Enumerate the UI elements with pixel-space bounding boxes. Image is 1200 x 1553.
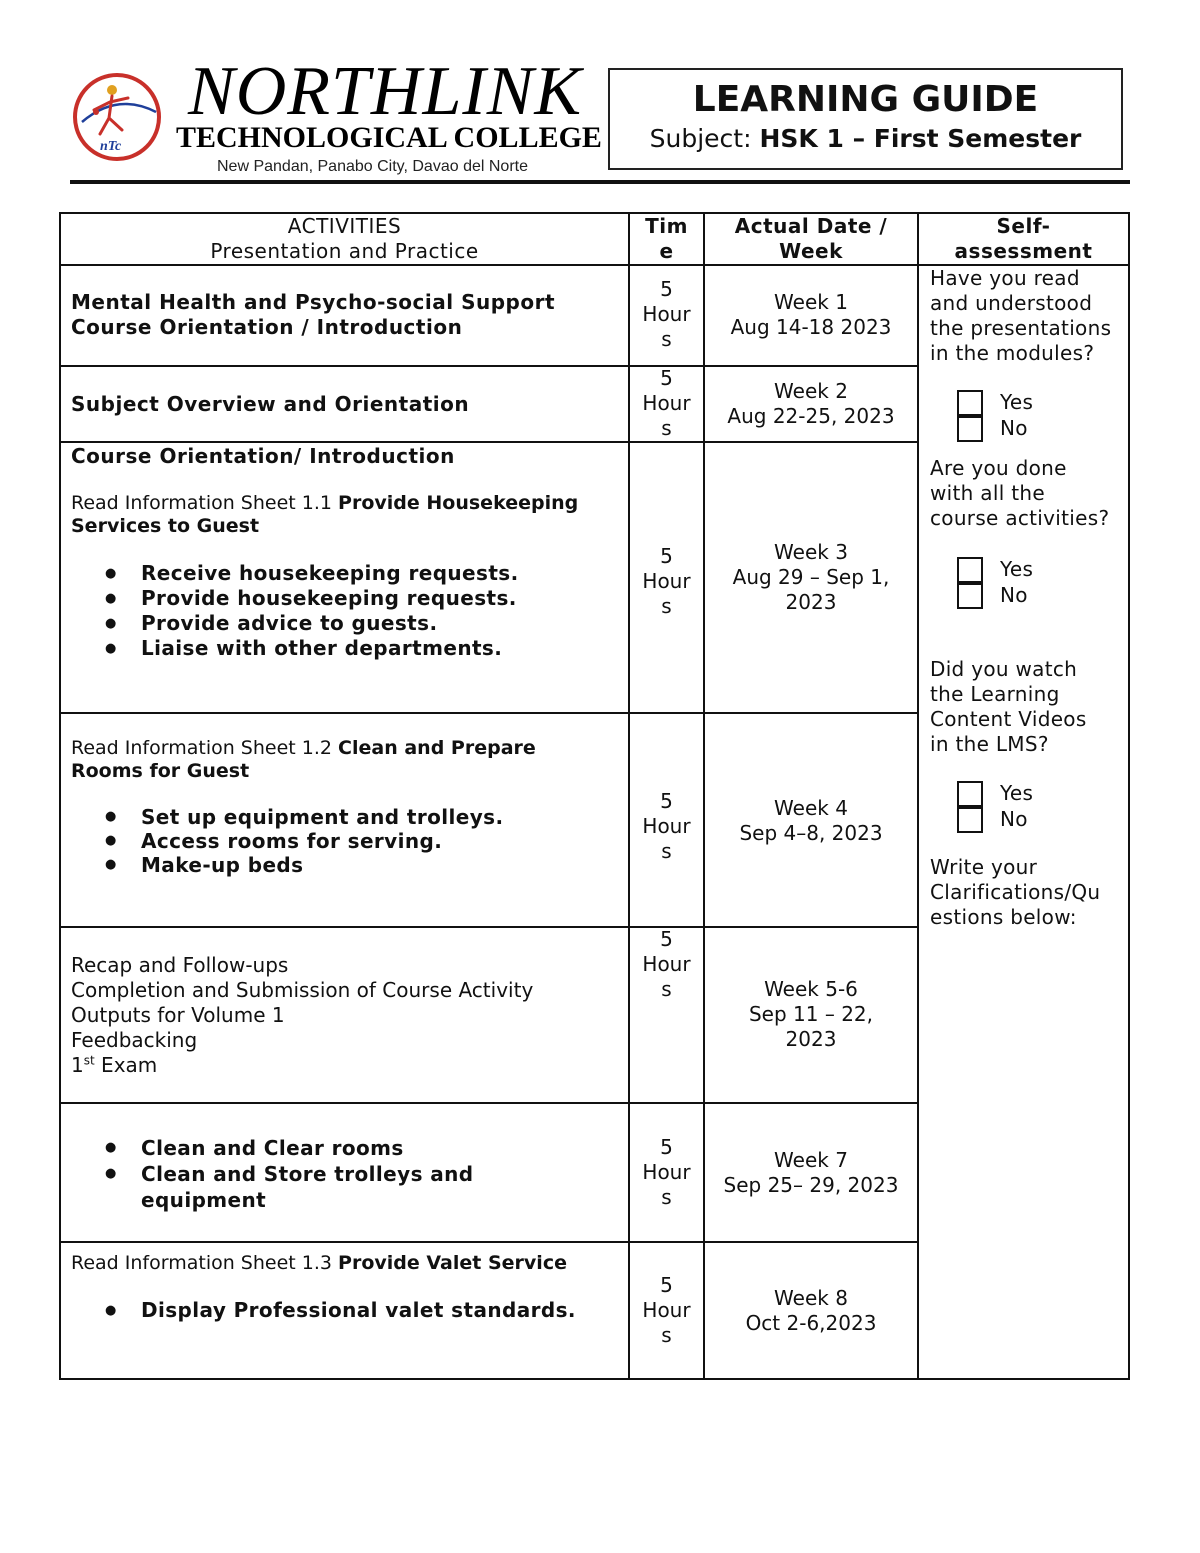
header-divider — [70, 180, 1130, 184]
list-item: ● Make-up beds — [71, 853, 626, 877]
row-5-time: 5 Hour s — [642, 927, 691, 1001]
row-1-date: Week 1 Aug 14-18 2023 — [730, 290, 892, 339]
college-name: NORTHLINK — [188, 53, 583, 130]
header-self-assessment: Self- assessment — [954, 214, 1093, 263]
row-divider — [61, 365, 919, 367]
question-read-modules: Have you read and understood the presentations in the modules? — [930, 266, 1112, 365]
list-item: ● Display Professional valet standards. — [71, 1298, 626, 1323]
header-time: Tim e — [645, 214, 688, 263]
row-7-time: 5 Hour s — [642, 1273, 691, 1347]
self-assessment-panel — [930, 266, 1126, 930]
row-3-activity: Course Orientation/ Introduction Read Information Sheet 1.1 Provide Housekeeping Services to Guest ● Receive housekeeping requests. ● Provide housekeeping requests. ● Provide advice to guests. ● Liaise with other departments. — [71, 444, 626, 661]
header-activities: ACTIVITIES Presentation and Practice — [210, 214, 479, 263]
list-item: ● Provide housekeeping requests. — [71, 586, 626, 611]
clarifications-prompt: Write your Clarifications/Qu estions below: — [930, 855, 1101, 929]
row-4-activity: Read Information Sheet 1.2 Clean and Prepare Rooms for Guest ● Set up equipment and trolleys. ● Access rooms for serving. ● Make-up beds — [71, 737, 626, 877]
row-1-activity: Mental Health and Psycho-social Support Course Orientation / Introduction — [71, 290, 556, 339]
yes-checkbox[interactable] — [957, 390, 983, 416]
list-item: ● Clean and Store trolleys and — [71, 1161, 626, 1187]
checkbox-group-activities — [930, 557, 1126, 617]
guide-subject — [610, 122, 1121, 156]
row-6-date: Week 7 Sep 25– 29, 2023 — [723, 1148, 899, 1197]
subject-label: Subject: — [649, 124, 752, 153]
row-divider — [61, 1102, 919, 1104]
no-checkbox[interactable] — [957, 416, 983, 442]
row-6-time: 5 Hour s — [642, 1135, 691, 1209]
list-item: ● Set up equipment and trolleys. — [71, 805, 626, 829]
list-item: ● Liaise with other departments. — [71, 636, 626, 661]
list-item: ● Access rooms for serving. — [71, 829, 626, 853]
list-item: ● Provide advice to guests. — [71, 611, 626, 636]
row-divider — [61, 1241, 919, 1243]
no-label: No — [1000, 807, 1028, 831]
row-1-time: 5 Hour s — [642, 277, 691, 351]
row-3-time: 5 Hour s — [642, 544, 691, 618]
yes-label: Yes — [1000, 557, 1034, 581]
question-done-activities: Are you done with all the course activities? — [930, 456, 1110, 530]
college-logo — [72, 72, 162, 162]
list-item: ● Clean and Clear rooms — [71, 1135, 626, 1161]
yes-checkbox[interactable] — [957, 557, 983, 583]
learning-guide-table — [59, 212, 1130, 1380]
row-divider — [61, 712, 919, 714]
row-divider — [61, 926, 919, 928]
question-watched-videos: Did you watch the Learning Content Videos in the LMS? — [930, 657, 1087, 756]
guide-title: LEARNING GUIDE — [692, 79, 1039, 120]
subject-value: HSK 1 – First Semester — [759, 124, 1082, 153]
row-2-date: Week 2 Aug 22-25, 2023 — [727, 379, 895, 428]
no-label: No — [1000, 416, 1028, 440]
row-divider — [61, 441, 919, 443]
row-7-date: Week 8 Oct 2-6,2023 — [745, 1286, 877, 1335]
list-item: ● Receive housekeeping requests. — [71, 561, 626, 586]
row-3-date: Week 3 Aug 29 – Sep 1, 2023 — [732, 540, 890, 614]
no-label: No — [1000, 583, 1028, 607]
college-subtitle: TECHNOLOGICAL COLLEGE — [176, 121, 602, 154]
checkbox-group-videos — [930, 781, 1126, 841]
row-5-activity: Recap and Follow-ups Completion and Submission of Course Activity Outputs for Volume 1 Feedbacking 1st Exam — [71, 953, 534, 1077]
column-divider — [917, 214, 919, 1378]
row-4-time: 5 Hour s — [642, 789, 691, 863]
yes-label: Yes — [1000, 390, 1034, 414]
row-6-activity — [71, 1135, 626, 1213]
yes-label: Yes — [1000, 781, 1034, 805]
list-item: equipment — [141, 1188, 267, 1212]
yes-checkbox[interactable] — [957, 781, 983, 807]
row-5-date: Week 5-6 Sep 11 – 22, 2023 — [748, 977, 874, 1051]
college-address: New Pandan, Panabo City, Davao del Norte — [217, 158, 528, 175]
row-7-activity: Read Information Sheet 1.3 Provide Valet Service ● Display Professional valet standards. — [71, 1252, 626, 1323]
row-4-date: Week 4 Sep 4–8, 2023 — [739, 796, 883, 845]
row-2-activity: Subject Overview and Orientation — [71, 392, 470, 416]
header-actual-date: Actual Date / Week — [734, 214, 888, 263]
checkbox-group-read — [930, 390, 1126, 450]
no-checkbox[interactable] — [957, 583, 983, 609]
svg-text:nTc: nTc — [100, 139, 122, 154]
learning-guide-box — [608, 68, 1123, 170]
no-checkbox[interactable] — [957, 807, 983, 833]
row-2-time: 5 Hour s — [642, 366, 691, 440]
